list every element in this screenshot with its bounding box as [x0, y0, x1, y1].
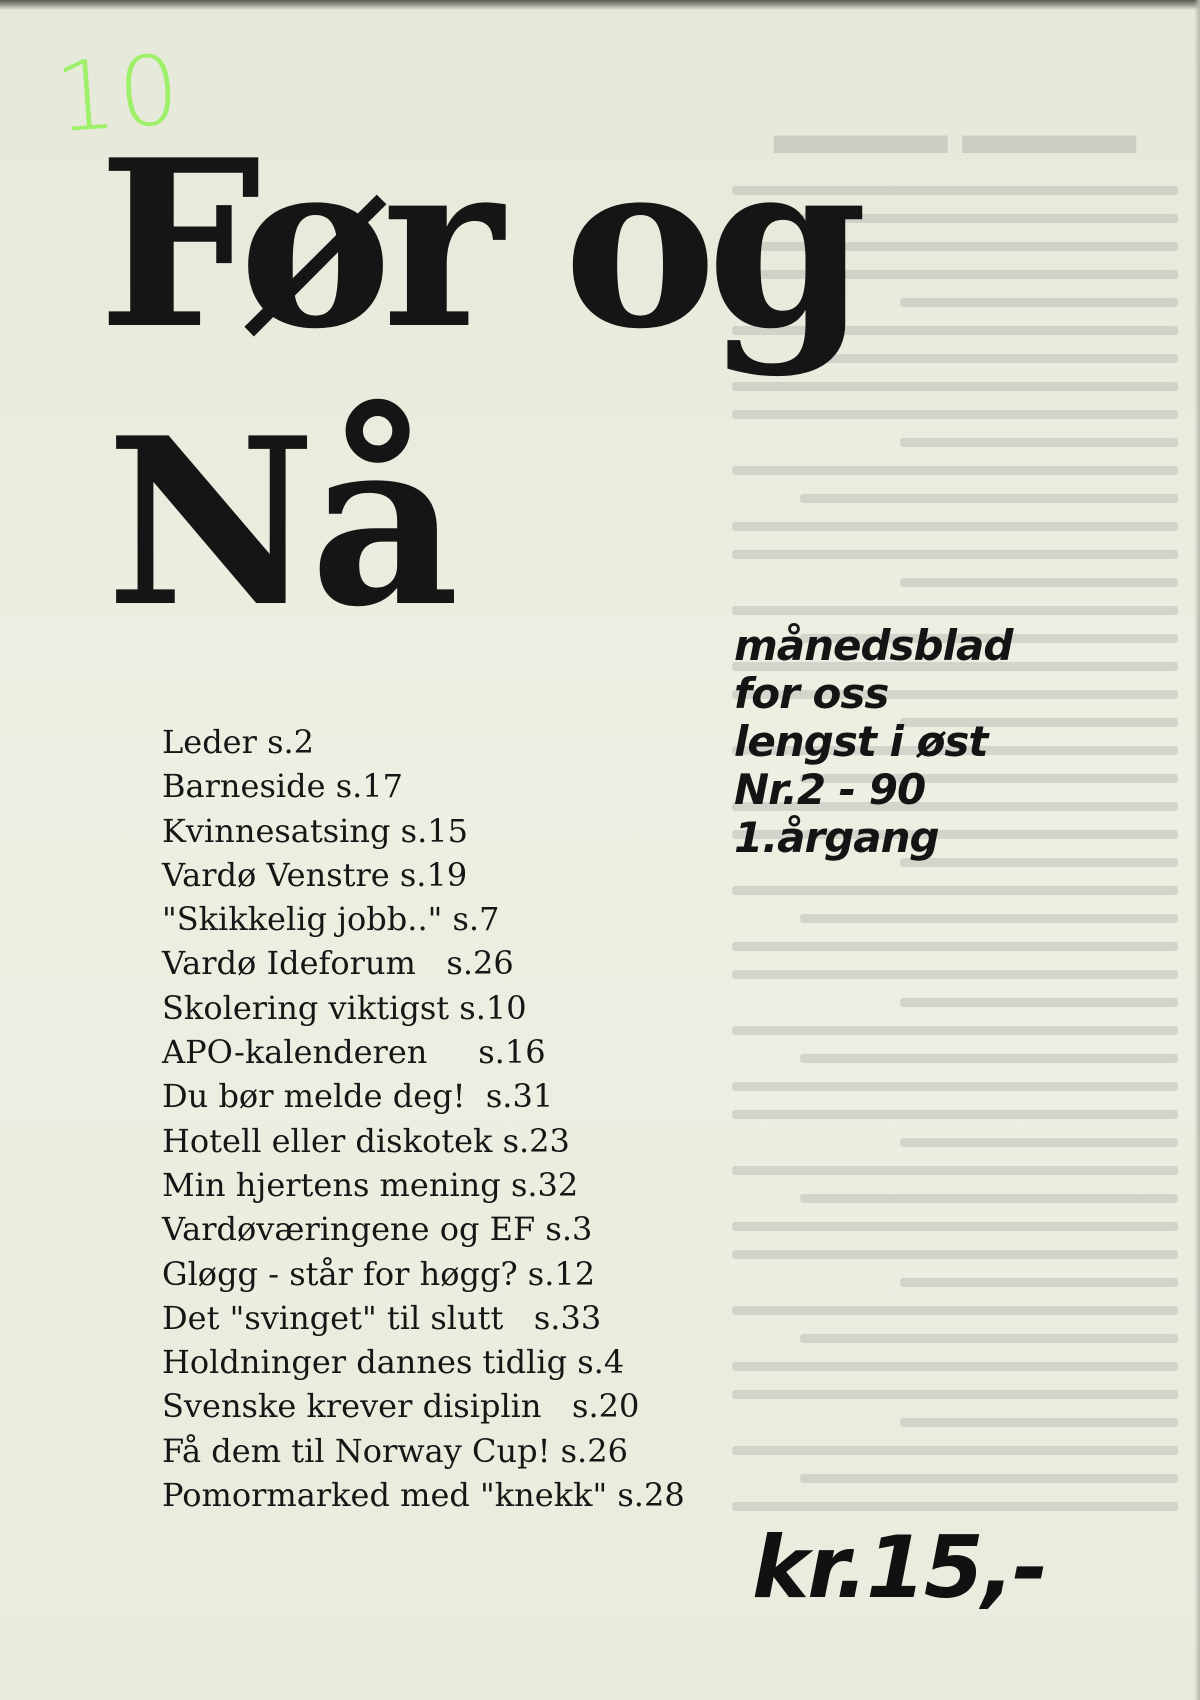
toc-entry: Kvinnesatsing s.15 — [162, 811, 468, 850]
toc-entry: Vardø Venstre s.19 — [162, 855, 468, 894]
toc-entry: Få dem til Norway Cup! s.26 — [162, 1431, 628, 1470]
masthead-line-1: Før og — [98, 110, 858, 380]
toc-entry: Gløgg - står for høgg? s.12 — [162, 1254, 596, 1293]
ghost-heading: ▬▬▬ ▬▬▬ — [773, 101, 1137, 166]
scan-right-edge — [1194, 0, 1200, 1700]
toc-entry: Hotell eller diskotek s.23 — [162, 1121, 570, 1160]
toc-entry: Pomormarked med "knekk" s.28 — [162, 1476, 685, 1515]
toc-entry: Skolering viktigst s.10 — [162, 988, 527, 1027]
toc-entry: Det "svinget" til slutt s.33 — [162, 1298, 602, 1337]
masthead-line-2: Nå — [106, 388, 454, 658]
scan-top-edge — [0, 0, 1200, 10]
toc-entry: Holdninger dannes tidlig s.4 — [162, 1343, 625, 1382]
price-label: kr.15,- — [752, 1518, 1047, 1618]
table-of-contents — [162, 720, 685, 1517]
volume-year: 1.årgang — [734, 813, 939, 862]
toc-entry: Leder s.2 — [162, 723, 315, 761]
subtitle-line: månedsblad — [734, 621, 1013, 670]
toc-entry: Vardøværingene og EF s.3 — [162, 1210, 593, 1249]
subtitle-line: for oss — [734, 669, 889, 718]
toc-entry: Barneside s.17 — [162, 767, 403, 806]
toc-entry: Svenske krever disiplin s.20 — [162, 1387, 640, 1426]
toc-entry: Du bør melde deg! s.31 — [162, 1077, 554, 1116]
toc-entry: Min hjertens mening s.32 — [162, 1165, 579, 1204]
toc-entry: "Skikkelig jobb.." s.7 — [162, 900, 500, 939]
toc-entry: APO-kalenderen s.16 — [162, 1033, 546, 1072]
issue-number: Nr.2 - 90 — [734, 765, 926, 814]
handwritten-page-number: 10 — [51, 33, 185, 155]
subtitle-line: lengst i øst — [734, 717, 988, 766]
subtitle-block — [734, 622, 1012, 862]
toc-entry: Vardø Ideforum s.26 — [162, 944, 514, 983]
